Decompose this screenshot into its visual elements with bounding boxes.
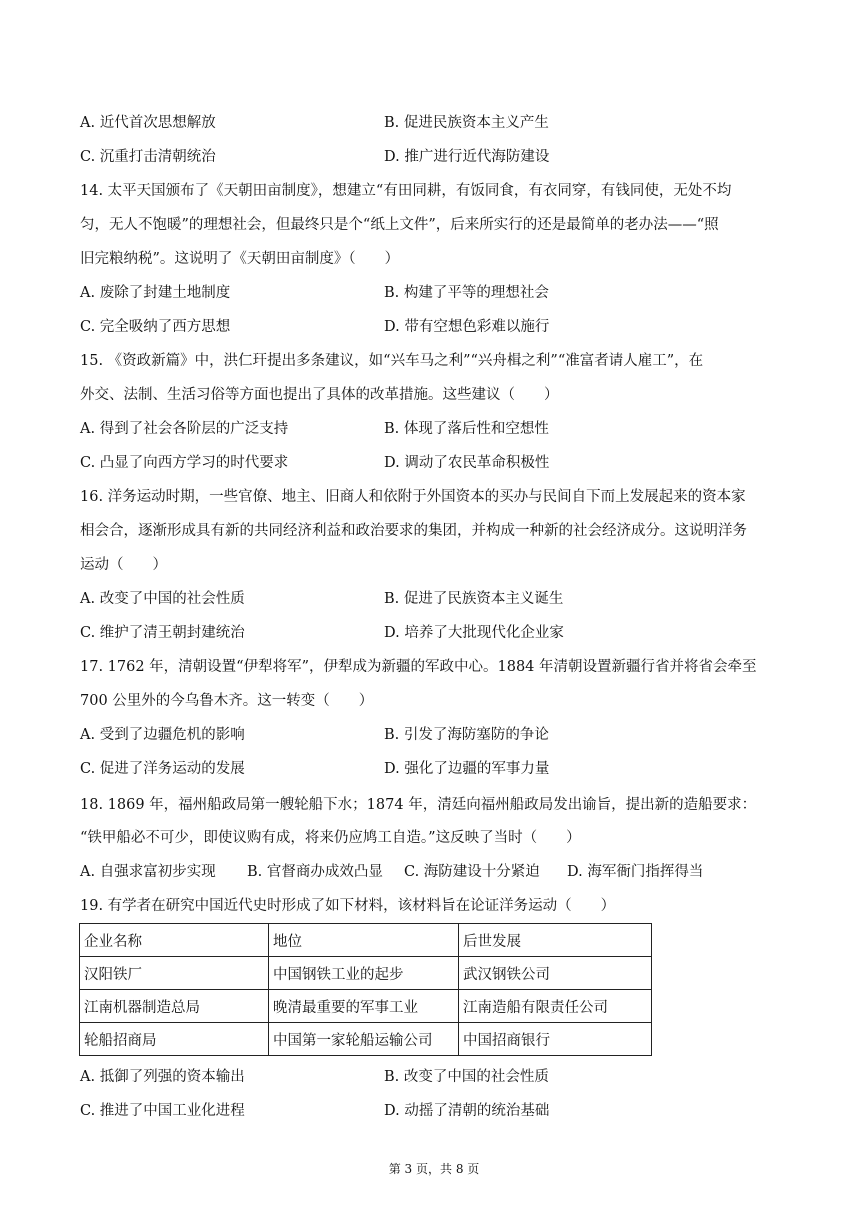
q15-option-b[interactable]: B. 体现了落后性和空想性 (384, 421, 549, 437)
q17-stem-line-1: 17. 1762 年，清朝设置“伊犁将军”，伊犁成为新疆的军政中心。1884 年清朝设置新疆行省并将省会牵至 (80, 659, 757, 675)
q14-stem-line-1: 14. 太平天国颁布了《天朝田亩制度》，想建立“有田同耕，有饭同食，有衣同穿，有钱同使，无处不均 (80, 183, 732, 199)
q14-option-b[interactable]: B. 构建了平等的理想社会 (384, 285, 549, 301)
q17-options-row-2 (80, 759, 780, 779)
q19-stem-line-1: 19. 有学者在研究中国近代史时形成了如下材料，该材料旨在论证洋务运动（ ） (80, 898, 616, 914)
table-header-cell: 后世发展 (459, 924, 652, 957)
q14-stem-line-3: 旧完粮纳税”。这说明了《天朝田亩制度》（ ） (80, 251, 400, 267)
q16-option-a[interactable]: A. 改变了中国的社会性质 (80, 591, 245, 607)
q15-options-row-1 (80, 419, 780, 439)
table-header-cell: 企业名称 (80, 924, 269, 957)
q18-stem-line-1: 18. 1869 年，福州船政局第一艘轮船下水；1874 年，清廷向福州船政局发出谕旨，提出新的造船要求： (80, 797, 757, 813)
table-row (80, 1023, 652, 1056)
table-cell: 晚清最重要的军事工业 (269, 990, 459, 1023)
table-cell: 汉阳铁厂 (80, 957, 269, 990)
q19-option-a[interactable]: A. 抵御了列强的资本输出 (80, 1069, 245, 1085)
q13-option-c[interactable]: C. 沉重打击清朝统治 (80, 149, 216, 165)
q19-material-table (79, 923, 652, 1056)
q19-option-d[interactable]: D. 动摇了清朝的统治基础 (384, 1103, 550, 1119)
q17-stem-line-2: 700 公里外的今乌鲁木齐。这一转变（ ） (80, 693, 374, 709)
q19-option-c[interactable]: C. 推进了中国工业化进程 (80, 1103, 245, 1119)
q14-stem-line-2: 匀，无人不饱暖”的理想社会，但最终只是个“纸上文件”，后来所实行的还是最简单的老办法——“照 (80, 217, 719, 233)
q15-option-a[interactable]: A. 得到了社会各阶层的广泛支持 (80, 421, 289, 437)
table-header-row (80, 924, 652, 957)
q14-options-row-1 (80, 283, 780, 303)
q16-options-row-1 (80, 589, 780, 609)
q18-option-b[interactable]: B. 官督商办成效凸显 (247, 864, 383, 880)
q17-options-row-1 (80, 725, 780, 745)
q16-stem-line-3: 运动（ ） (80, 557, 167, 573)
q13-option-d[interactable]: D. 推广进行近代海防建设 (384, 149, 550, 165)
q16-option-d[interactable]: D. 培养了大批现代化企业家 (384, 625, 564, 641)
q18-option-a[interactable]: A. 自强求富初步实现 (80, 864, 216, 880)
q15-options-row-2 (80, 453, 780, 473)
q14-option-a[interactable]: A. 废除了封建土地制度 (80, 285, 231, 301)
q15-stem-line-2: 外交、法制、生活习俗等方面也提出了具体的改革措施。这些建议（ ） (80, 387, 559, 403)
q13-option-a[interactable]: A. 近代首次思想解放 (80, 115, 216, 131)
q17-option-c[interactable]: C. 促进了洋务运动的发展 (80, 761, 245, 777)
table-row (80, 990, 652, 1023)
q13-options-row-2 (80, 147, 780, 167)
q16-stem-line-2: 相会合，逐渐形成具有新的共同经济利益和政治要求的集团，并构成一种新的社会经济成分。这说明洋务 (80, 523, 747, 539)
table-cell: 江南机器制造总局 (80, 990, 269, 1023)
q18-option-d[interactable]: D. 海军衙门指挥得当 (567, 864, 704, 880)
q15-option-d[interactable]: D. 调动了农民革命积极性 (384, 455, 550, 471)
table-cell: 中国招商银行 (459, 1023, 652, 1056)
q15-stem-line-1: 15. 《资政新篇》中，洪仁玕提出多条建议，如“兴车马之利”“兴舟楫之利”“准富者请人雇工”，在 (80, 353, 704, 369)
table-cell: 中国钢铁工业的起步 (269, 957, 459, 990)
q17-option-b[interactable]: B. 引发了海防塞防的争论 (384, 727, 549, 743)
table-cell: 江南造船有限责任公司 (459, 990, 652, 1023)
q19-option-b[interactable]: B. 改变了中国的社会性质 (384, 1069, 549, 1085)
table-header-cell: 地位 (269, 924, 459, 957)
q18-option-c[interactable]: C. 海防建设十分紧迫 (404, 864, 540, 880)
page-number-footer: 第 3 页，共 8 页 (388, 1162, 480, 1176)
q13-options-row-1 (80, 113, 780, 133)
table-cell: 武汉钢铁公司 (459, 957, 652, 990)
q16-option-b[interactable]: B. 促进了民族资本主义诞生 (384, 591, 564, 607)
q16-stem-line-1: 16. 洋务运动时期，一些官僚、地主、旧商人和依附于外国资本的买办与民间自下而上发展起来的资本家 (80, 489, 746, 505)
q14-options-row-2 (80, 317, 780, 337)
q19-options-row-1 (80, 1067, 780, 1087)
q18-stem-line-2: “铁甲船必不可少，即使议购有成，将来仍应鸠工自造。”这反映了当时（ ） (80, 830, 581, 846)
q14-option-c[interactable]: C. 完全吸纳了西方思想 (80, 319, 231, 335)
table-cell: 轮船招商局 (80, 1023, 269, 1056)
q16-options-row-2 (80, 623, 780, 643)
table-cell: 中国第一家轮船运输公司 (269, 1023, 459, 1056)
q17-option-a[interactable]: A. 受到了边疆危机的影响 (80, 727, 245, 743)
q17-option-d[interactable]: D. 强化了边疆的军事力量 (384, 761, 550, 777)
q18-options-row (80, 862, 780, 882)
q19-options-row-2 (80, 1101, 780, 1121)
q15-option-c[interactable]: C. 凸显了向西方学习的时代要求 (80, 455, 289, 471)
table-row (80, 957, 652, 990)
q13-option-b[interactable]: B. 促进民族资本主义产生 (384, 115, 549, 131)
q14-option-d[interactable]: D. 带有空想色彩难以施行 (384, 319, 550, 335)
q16-option-c[interactable]: C. 维护了清王朝封建统治 (80, 625, 245, 641)
